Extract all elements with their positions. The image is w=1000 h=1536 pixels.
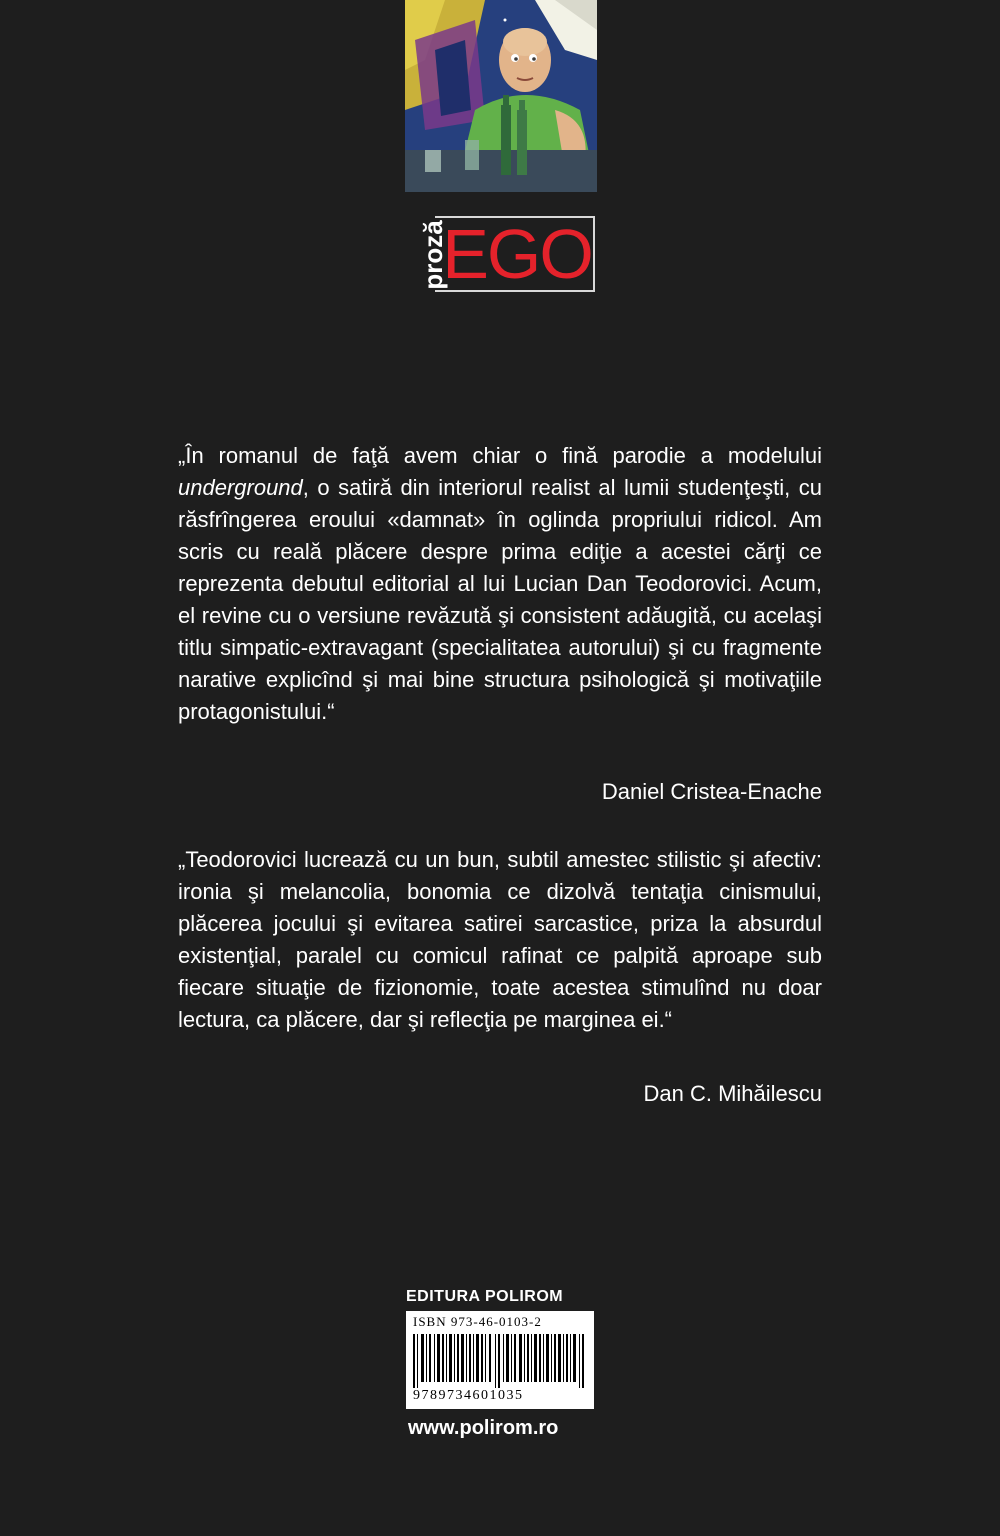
- quote-2: „Teodorovici lucrează cu un bun, subtil amestec stilistic şi afectiv: ironia şi melancolia, bonomia ce dizolvă tentaţia cinismului, plăcerea jocului şi evitarea satirei sarcastice, priza la absurdul existenţial, paralel cu comicul rafinat ce palpită aproape sub fiecare situaţie de fizionomie, toate acestea stimulînd nu doar lectura, ca plăcere, dar şi reflecţia pe marginea ei.“: [178, 847, 822, 1032]
- quote-1-text-italic: underground: [178, 475, 303, 500]
- barcode-box: [406, 1311, 594, 1409]
- quote-1-author: Daniel Cristea-Enache: [601, 779, 822, 804]
- quote-1-text-after: , o satiră din interiorul realist al lumii studenţeşti, cu răsfrîngerea eroului «damnat» în oglinda propriului ridicol. Am scris cu reală plăcere despre prima ediţie a acestei cărţi ce reprezenta debutul editorial al lui Lucian Dan Teodorovici. Acum, el revine cu o versiune revăzută şi consistent adăugită, cu acelaşi titlu simpatic-extravagant (specialitatea autorului) şi cu fragmente narative explicînd şi mai bine structura psihologică şi motivaţiile protagonistului.“: [178, 475, 822, 724]
- barcode-icon: [411, 1334, 589, 1388]
- quote-1-text-before: „În romanul de faţă avem chiar o fină parodie a modelului: [178, 443, 822, 468]
- proza-ego-logo: [405, 216, 597, 296]
- cover-illustration: [405, 0, 597, 192]
- quote-1: [178, 440, 822, 728]
- logo-ego-text: EGO: [442, 215, 592, 293]
- barcode-digits: 9789734601035: [413, 1388, 524, 1403]
- quote-2-author: Dan C. Mihăilescu: [643, 1081, 822, 1106]
- isbn-text: ISBN 973-46-0103-2: [413, 1314, 542, 1329]
- logo-vertical-text: proză: [418, 220, 448, 290]
- publisher-website: www.polirom.ro: [408, 1417, 559, 1439]
- publisher-name: EDITURA POLIROM: [406, 1288, 564, 1305]
